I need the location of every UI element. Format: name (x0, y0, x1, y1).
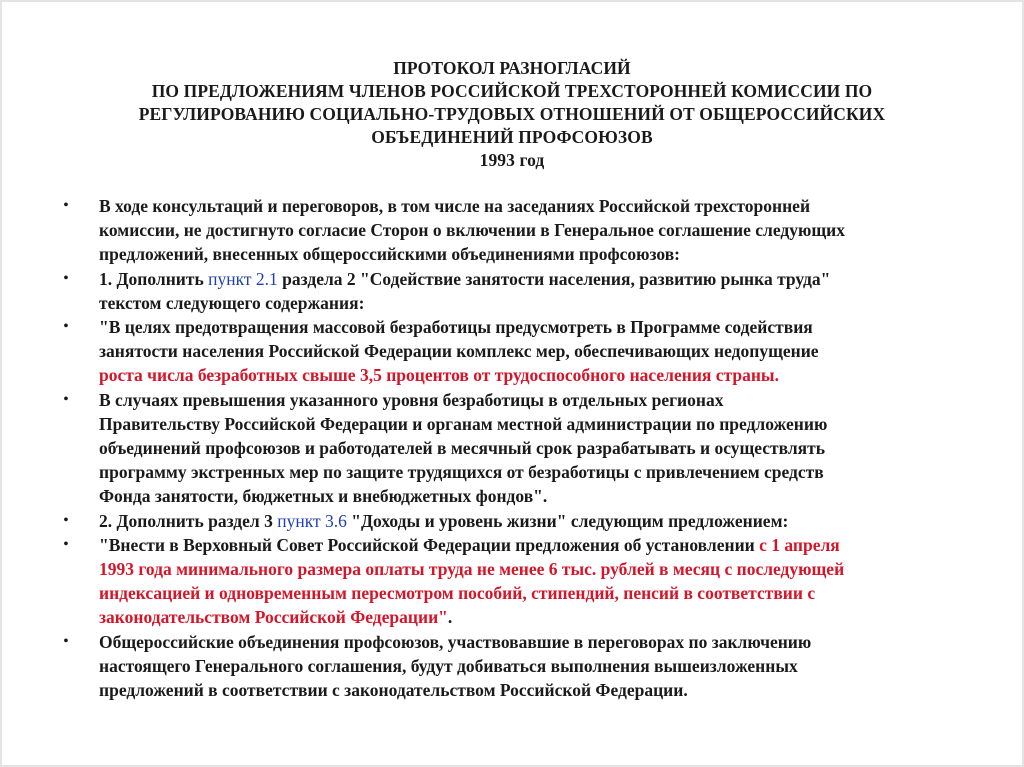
bullet-item (60, 267, 960, 315)
title-year: 1993 год (479, 150, 545, 170)
bullet-text-line: комиссии, не достигнуто согласие Сторон о включении в Генеральное соглашение следующих (99, 220, 845, 241)
bullet-text-line (99, 267, 960, 291)
highlighted-text-line: 1993 года минимального размера оплаты труда не менее 6 тыс. рублей в месяц с последующей (99, 559, 845, 580)
text-segment: "Доходы и уровень жизни" следующим предложением: (346, 510, 789, 531)
title-line: РЕГУЛИРОВАНИЮ СОЦИАЛЬНО-ТРУДОВЫХ ОТНОШЕНИЙ ОТ ОБЩЕРОССИЙСКИХ (138, 104, 886, 124)
text-segment: раздела 2 "Содействие занятости населения, развитию рынка труда" (277, 268, 831, 289)
bullet-icon: • (63, 633, 69, 649)
bullet-text-line (99, 605, 960, 629)
point-link[interactable]: пункт 3.6 (277, 510, 347, 531)
bullet-text-line: В ходе консультаций и переговоров, в том числе на заседаниях Российской трехсторонней (99, 196, 811, 216)
bullet-icon: • (63, 512, 69, 528)
text-segment: "Внести в Верховный Совет Российской Федерации предложения об установлении (99, 534, 760, 555)
bullet-text-line: занятости населения Российской Федерации комплекс мер, обеспечивающих недопущение (99, 341, 819, 362)
title-line: ПРОТОКОЛ РАЗНОГЛАСИЙ (393, 58, 631, 78)
bullet-item (60, 630, 960, 703)
bullet-text-line (99, 509, 960, 533)
bullet-text-line: предложений в соответствии с законодательством Российской Федерации. (99, 680, 688, 701)
bullet-icon: • (63, 319, 69, 335)
bullet-text-line: В случаях превышения указанного уровня безработицы в отдельных регионах (99, 389, 724, 410)
bullet-text-line: "В целях предотвращения массовой безработицы предусмотреть в Программе содействия (99, 317, 813, 338)
bullet-text-line: программу экстренных мер по защите трудящихся от безработицы с привлечением средств (99, 462, 824, 483)
text-segment: 2. Дополнить раздел 3 (99, 510, 278, 531)
bullet-text-line: Правительству Российской Федерации и органам местной администрации по предложению (99, 413, 828, 434)
bullet-text-line: текстом следующего содержания: (99, 292, 365, 313)
highlighted-text: законодательством Российской Федерации" (99, 607, 448, 628)
bullet-icon: • (63, 270, 69, 286)
bullet-item (60, 388, 960, 509)
bullet-item (60, 315, 960, 388)
bullet-list (60, 194, 960, 702)
document-title (60, 57, 964, 172)
slide-border-top (0, 0, 1024, 2)
text-segment: 1. Дополнить (99, 268, 209, 289)
title-line: ОБЪЕДИНЕНИЙ ПРОФСОЮЗОВ (371, 127, 653, 147)
bullet-item (60, 194, 960, 267)
bullet-text-line (99, 533, 960, 557)
highlighted-text-line: индексацией и одновременным пересмотром пособий, стипендий, пенсий в соответствии с (99, 583, 816, 604)
bullet-item (60, 533, 960, 630)
highlighted-text-line: роста числа безработных свыше 3,5 процентов от трудоспособного населения страны. (99, 365, 779, 386)
bullet-text-line: объединений профсоюзов и работодателей в месячный срок разрабатывать и осуществлять (99, 438, 825, 459)
highlighted-text: с 1 апреля (759, 534, 840, 555)
point-link[interactable]: пункт 2.1 (208, 268, 278, 289)
bullet-text-line: Общероссийские объединения профсоюзов, участвовавшие в переговорах по заключению (99, 631, 812, 652)
bullet-text-line: Фонда занятости, бюджетных и внебюджетных фондов". (99, 486, 548, 507)
bullet-icon: • (63, 536, 69, 552)
bullet-text-line: предложений, внесенных общероссийскими объединениями профсоюзов: (99, 244, 681, 265)
slide-border-left (0, 0, 2, 767)
text-segment: . (447, 607, 453, 628)
bullet-icon: • (63, 198, 69, 213)
bullet-item (60, 509, 960, 533)
title-line: ПО ПРЕДЛОЖЕНИЯМ ЧЛЕНОВ РОССИЙСКОЙ ТРЕХСТОРОННЕЙ КОМИССИИ ПО (151, 81, 873, 101)
bullet-text-line: настоящего Генерального соглашения, будут добиваться выполнения вышеизложенных (99, 655, 798, 676)
bullet-icon: • (63, 391, 69, 407)
